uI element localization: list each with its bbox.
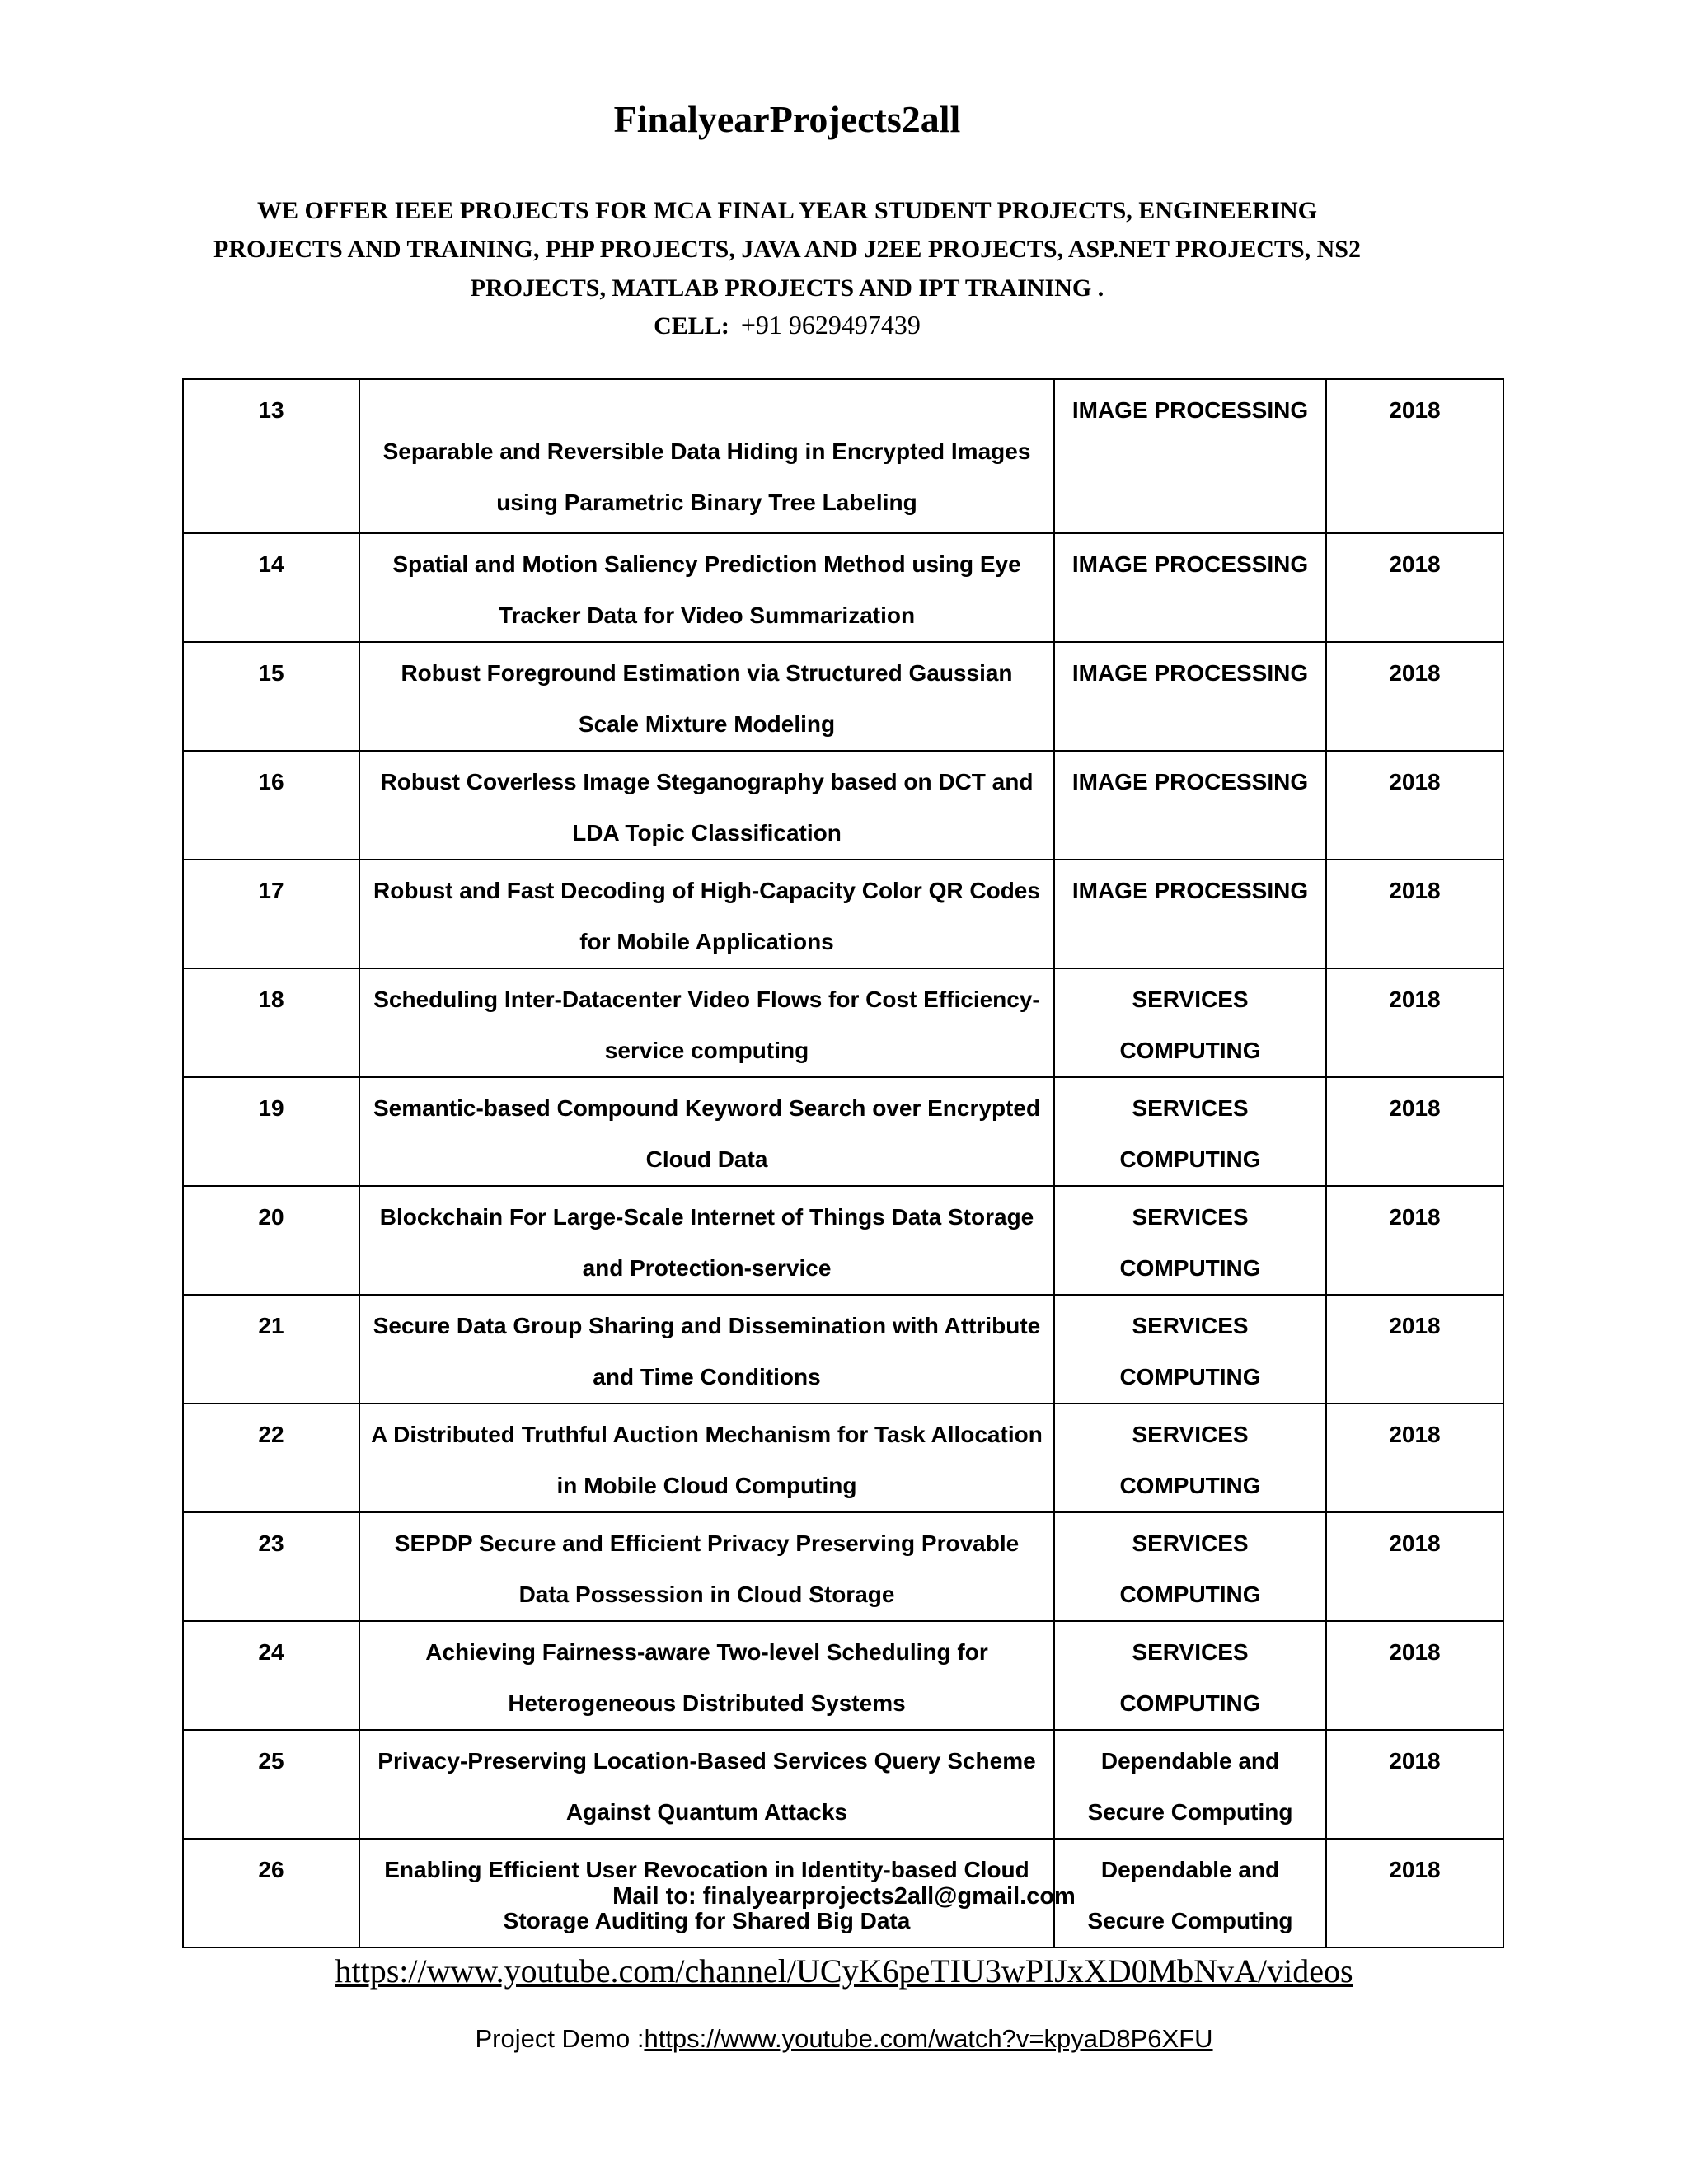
project-domain: SERVICES COMPUTING <box>1054 1621 1326 1730</box>
table-row <box>183 379 1503 533</box>
project-domain: SERVICES COMPUTING <box>1054 1186 1326 1295</box>
project-domain: SERVICES COMPUTING <box>1054 1295 1326 1404</box>
project-domain: SERVICES COMPUTING <box>1054 968 1326 1077</box>
project-title: Robust Foreground Estimation via Structured Gaussian Scale Mixture Modeling <box>359 642 1054 751</box>
table-row <box>183 1730 1503 1839</box>
project-year: 2018 <box>1326 1404 1503 1512</box>
project-demo <box>0 2024 1688 2054</box>
project-year: 2018 <box>1326 1839 1503 1947</box>
project-domain: IMAGE PROCESSING <box>1054 642 1326 751</box>
table-row <box>183 1186 1503 1295</box>
cell-label: CELL: <box>654 312 729 340</box>
project-number: 16 <box>183 751 359 860</box>
contact-cell <box>0 310 1574 340</box>
project-year: 2018 <box>1326 1295 1503 1404</box>
project-number: 14 <box>183 533 359 642</box>
project-domain: IMAGE PROCESSING <box>1054 860 1326 968</box>
project-title: Blockchain For Large-Scale Internet of Things Data Storage and Protection-service <box>359 1186 1054 1295</box>
table-row <box>183 533 1503 642</box>
cell-number: +91 9629497439 <box>740 310 921 340</box>
project-number: 17 <box>183 860 359 968</box>
projects-table <box>182 378 1504 1948</box>
project-year: 2018 <box>1326 642 1503 751</box>
project-year: 2018 <box>1326 751 1503 860</box>
project-number: 25 <box>183 1730 359 1839</box>
project-number: 23 <box>183 1512 359 1621</box>
project-title: Spatial and Motion Saliency Prediction Method using Eye Tracker Data for Video Summarization <box>359 533 1054 642</box>
project-number: 18 <box>183 968 359 1077</box>
table-row <box>183 1621 1503 1730</box>
project-domain: Dependable and Secure Computing <box>1054 1730 1326 1839</box>
project-number: 26 <box>183 1839 359 1947</box>
table-row <box>183 1295 1503 1404</box>
project-year: 2018 <box>1326 533 1503 642</box>
project-domain: IMAGE PROCESSING <box>1054 379 1326 533</box>
project-title: Privacy-Preserving Location-Based Services Query Scheme Against Quantum Attacks <box>359 1730 1054 1839</box>
table-row <box>183 1077 1503 1186</box>
project-year: 2018 <box>1326 1512 1503 1621</box>
project-year: 2018 <box>1326 379 1503 533</box>
page-title: FinalyearProjects2all <box>613 98 961 140</box>
table-row <box>183 1512 1503 1621</box>
project-year: 2018 <box>1326 1730 1503 1839</box>
project-domain: SERVICES COMPUTING <box>1054 1077 1326 1186</box>
project-year: 2018 <box>1326 860 1503 968</box>
project-year: 2018 <box>1326 968 1503 1077</box>
project-number: 21 <box>183 1295 359 1404</box>
project-title: Semantic-based Compound Keyword Search over Encrypted Cloud Data <box>359 1077 1054 1186</box>
demo-label: Project Demo : <box>475 2024 645 2053</box>
demo-link[interactable]: https://www.youtube.com/watch?v=kpyaD8P6XFU <box>644 2024 1213 2053</box>
table-row <box>183 642 1503 751</box>
project-number: 22 <box>183 1404 359 1512</box>
project-title: Achieving Fairness-aware Two-level Scheduling for Heterogeneous Distributed Systems <box>359 1621 1054 1730</box>
project-domain: IMAGE PROCESSING <box>1054 751 1326 860</box>
project-domain: IMAGE PROCESSING <box>1054 533 1326 642</box>
project-title: Robust and Fast Decoding of High-Capacity Color QR Codes for Mobile Applications <box>359 860 1054 968</box>
project-number: 15 <box>183 642 359 751</box>
table-row <box>183 860 1503 968</box>
mail-text: Mail to: finalyearprojects2all@gmail.com <box>612 1883 1076 1910</box>
table-row <box>183 751 1503 860</box>
project-title: A Distributed Truthful Auction Mechanism for Task Allocation in Mobile Cloud Computing <box>359 1404 1054 1512</box>
project-title: Scheduling Inter-Datacenter Video Flows for Cost Efficiency-service computing <box>359 968 1054 1077</box>
project-domain: SERVICES COMPUTING <box>1054 1512 1326 1621</box>
project-title: Secure Data Group Sharing and Dissemination with Attribute and Time Conditions <box>359 1295 1054 1404</box>
offer-text: WE OFFER IEEE PROJECTS FOR MCA FINAL YEAR STUDENT PROJECTS, ENGINEERING PROJECTS AND TRAINING, PHP PROJECTS, JAVA AND J2EE PROJECTS, ASP.NET PROJECTS, NS2 PROJECTS, MATLAB PROJECTS AND IPT TRAINING . <box>213 197 1361 302</box>
project-domain: Dependable and Secure Computing <box>1054 1839 1326 1947</box>
project-year: 2018 <box>1326 1077 1503 1186</box>
youtube-channel-link[interactable]: https://www.youtube.com/channel/UCyK6peTIU3wPIJxXD0MbNvA/videos <box>335 1952 1353 1990</box>
project-title: Robust Coverless Image Steganography based on DCT and LDA Topic Classification <box>359 751 1054 860</box>
project-year: 2018 <box>1326 1621 1503 1730</box>
table-row <box>183 968 1503 1077</box>
project-title: Separable and Reversible Data Hiding in Encrypted Images using Parametric Binary Tree Labeling <box>359 379 1054 533</box>
table-row <box>183 1404 1503 1512</box>
project-title: SEPDP Secure and Efficient Privacy Preserving Provable Data Possession in Cloud Storage <box>359 1512 1054 1621</box>
project-number: 20 <box>183 1186 359 1295</box>
project-year: 2018 <box>1326 1186 1503 1295</box>
project-title: Enabling Efficient User Revocation in Identity-based Cloud Storage Auditing for Shared Big Data <box>359 1839 1054 1947</box>
project-number: 13 <box>183 379 359 533</box>
project-domain: SERVICES COMPUTING <box>1054 1404 1326 1512</box>
project-number: 19 <box>183 1077 359 1186</box>
project-number: 24 <box>183 1621 359 1730</box>
